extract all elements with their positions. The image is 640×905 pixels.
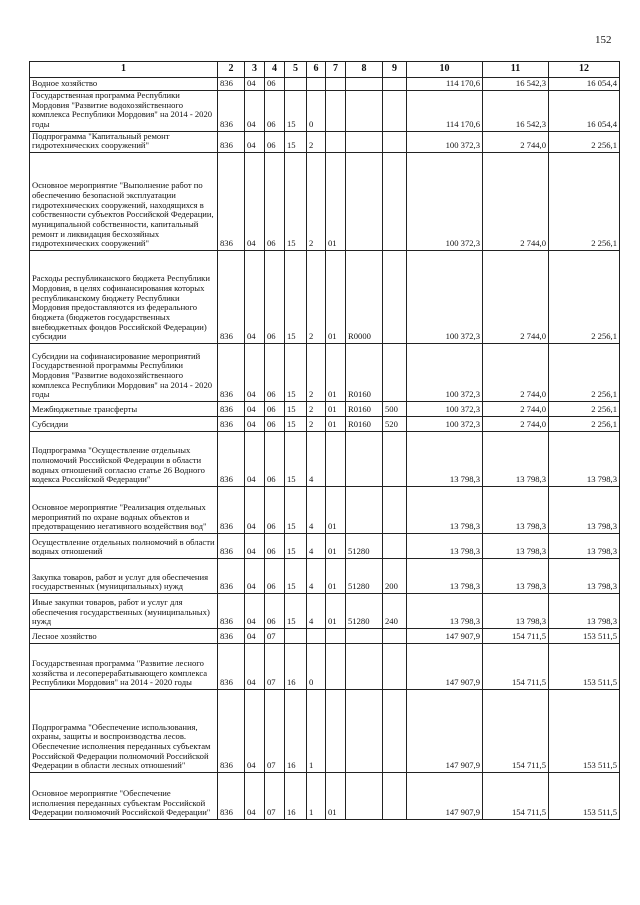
measure-cell: 01 (326, 533, 346, 558)
amount-cell: 13 798,3 (407, 533, 483, 558)
measure-cell (326, 91, 346, 132)
amount-cell: 2 744,0 (483, 416, 549, 431)
column-header: 9 (383, 62, 407, 78)
expense-type-cell (383, 343, 407, 401)
section-cell: 04 (245, 643, 265, 689)
table-row (30, 401, 620, 416)
program-cell (285, 628, 307, 643)
amount-cell: 2 256,1 (549, 401, 620, 416)
program-cell: 15 (285, 250, 307, 343)
ministry-code-cell: 836 (218, 772, 245, 819)
budget-table (29, 61, 620, 820)
table-row (30, 91, 620, 132)
row-name-cell: Основное мероприятие "Выполнение работ по обеспечению безопасной эксплуатации гидротехнических сооружений, находящихся в собственности субъектов Российской Федерации, муниципальной собственности, капитальный ремонт и ликвидация бесхозяйных гидротехнических сооружений" (30, 152, 218, 250)
amount-cell: 100 372,3 (407, 250, 483, 343)
amount-cell: 100 372,3 (407, 131, 483, 152)
ministry-code-cell: 836 (218, 486, 245, 533)
amount-cell: 153 511,5 (549, 643, 620, 689)
amount-cell: 153 511,5 (549, 772, 620, 819)
measure-cell (326, 689, 346, 772)
measure-cell: 01 (326, 152, 346, 250)
amount-cell: 2 256,1 (549, 250, 620, 343)
section-cell: 04 (245, 131, 265, 152)
amount-cell: 147 907,9 (407, 628, 483, 643)
table-row (30, 558, 620, 593)
amount-cell: 13 798,3 (407, 558, 483, 593)
section-cell: 04 (245, 416, 265, 431)
amount-cell: 147 907,9 (407, 689, 483, 772)
row-name-cell: Субсидии на софинансирование мероприятий Государственной программы Республики Мордовия "Развитие водохозяйственного комплекса Республики Мордовия" на 2014 - 2020 годы (30, 343, 218, 401)
ministry-code-cell: 836 (218, 628, 245, 643)
amount-cell: 13 798,3 (549, 593, 620, 628)
ministry-code-cell: 836 (218, 593, 245, 628)
ministry-code-cell: 836 (218, 401, 245, 416)
ministry-code-cell: 836 (218, 91, 245, 132)
direction-cell (346, 628, 383, 643)
subprogram-cell: 4 (307, 431, 326, 486)
amount-cell: 154 711,5 (483, 772, 549, 819)
measure-cell: 01 (326, 593, 346, 628)
measure-cell (326, 431, 346, 486)
measure-cell: 01 (326, 558, 346, 593)
ministry-code-cell: 836 (218, 152, 245, 250)
program-cell (285, 78, 307, 91)
subsection-cell: 06 (265, 78, 285, 91)
table-row (30, 416, 620, 431)
measure-cell: 01 (326, 250, 346, 343)
section-cell: 04 (245, 431, 265, 486)
ministry-code-cell: 836 (218, 643, 245, 689)
row-name-cell: Расходы республиканского бюджета Республики Мордовия, в целях софинансирования которых республиканскому бюджету Республики Мордовия предоставляются из федерального бюджета (бюджетов государственных внебюджетных фондов Российской Федерации) субсидии (30, 250, 218, 343)
amount-cell: 154 711,5 (483, 628, 549, 643)
amount-cell: 2 744,0 (483, 152, 549, 250)
ministry-code-cell: 836 (218, 131, 245, 152)
program-cell: 15 (285, 401, 307, 416)
program-cell: 16 (285, 772, 307, 819)
section-cell: 04 (245, 533, 265, 558)
section-cell: 04 (245, 152, 265, 250)
program-cell: 15 (285, 152, 307, 250)
subsection-cell: 06 (265, 343, 285, 401)
ministry-code-cell: 836 (218, 78, 245, 91)
subsection-cell: 06 (265, 416, 285, 431)
program-cell: 15 (285, 533, 307, 558)
expense-type-cell (383, 131, 407, 152)
direction-cell (346, 152, 383, 250)
section-cell: 04 (245, 486, 265, 533)
amount-cell: 100 372,3 (407, 343, 483, 401)
amount-cell: 154 711,5 (483, 643, 549, 689)
ministry-code-cell: 836 (218, 343, 245, 401)
expense-type-cell: 200 (383, 558, 407, 593)
program-cell: 15 (285, 416, 307, 431)
row-name-cell: Водное хозяйство (30, 78, 218, 91)
subprogram-cell: 2 (307, 416, 326, 431)
expense-type-cell (383, 91, 407, 132)
subsection-cell: 07 (265, 772, 285, 819)
column-header: 7 (326, 62, 346, 78)
subprogram-cell: 0 (307, 643, 326, 689)
measure-cell: 01 (326, 343, 346, 401)
column-header: 6 (307, 62, 326, 78)
subprogram-cell: 2 (307, 250, 326, 343)
program-cell: 15 (285, 558, 307, 593)
amount-cell: 2 256,1 (549, 152, 620, 250)
column-header: 3 (245, 62, 265, 78)
direction-cell: 51280 (346, 558, 383, 593)
direction-cell: R0160 (346, 416, 383, 431)
amount-cell: 147 907,9 (407, 772, 483, 819)
amount-cell: 2 744,0 (483, 131, 549, 152)
section-cell: 04 (245, 593, 265, 628)
subsection-cell: 06 (265, 533, 285, 558)
amount-cell: 2 256,1 (549, 343, 620, 401)
measure-cell: 01 (326, 486, 346, 533)
column-header: 12 (549, 62, 620, 78)
expense-type-cell: 240 (383, 593, 407, 628)
expense-type-cell (383, 772, 407, 819)
expense-type-cell (383, 78, 407, 91)
direction-cell (346, 131, 383, 152)
direction-cell (346, 689, 383, 772)
subprogram-cell: 2 (307, 131, 326, 152)
row-name-cell: Основное мероприятие "Обеспечение исполнения переданных субъектам Российской Федерации полномочий Российской Федерации" (30, 772, 218, 819)
expense-type-cell (383, 250, 407, 343)
ministry-code-cell: 836 (218, 689, 245, 772)
expense-type-cell (383, 486, 407, 533)
direction-cell (346, 91, 383, 132)
amount-cell: 13 798,3 (407, 431, 483, 486)
section-cell: 04 (245, 401, 265, 416)
program-cell: 15 (285, 431, 307, 486)
subprogram-cell: 1 (307, 689, 326, 772)
amount-cell: 114 170,6 (407, 78, 483, 91)
column-header: 11 (483, 62, 549, 78)
subsection-cell: 07 (265, 643, 285, 689)
table-header-row (30, 62, 620, 78)
amount-cell: 13 798,3 (483, 558, 549, 593)
subprogram-cell: 4 (307, 558, 326, 593)
section-cell: 04 (245, 250, 265, 343)
amount-cell: 16 054,4 (549, 91, 620, 132)
subsection-cell: 07 (265, 689, 285, 772)
amount-cell: 100 372,3 (407, 152, 483, 250)
table-row (30, 643, 620, 689)
row-name-cell: Осуществление отдельных полномочий в области водных отношений (30, 533, 218, 558)
ministry-code-cell: 836 (218, 533, 245, 558)
direction-cell: R0160 (346, 401, 383, 416)
section-cell: 04 (245, 772, 265, 819)
amount-cell: 16 542,3 (483, 91, 549, 132)
table-row (30, 772, 620, 819)
program-cell: 15 (285, 593, 307, 628)
amount-cell: 13 798,3 (407, 486, 483, 533)
subsection-cell: 06 (265, 401, 285, 416)
section-cell: 04 (245, 78, 265, 91)
subprogram-cell: 4 (307, 593, 326, 628)
amount-cell: 2 744,0 (483, 343, 549, 401)
section-cell: 04 (245, 628, 265, 643)
direction-cell: R0160 (346, 343, 383, 401)
direction-cell: 51280 (346, 593, 383, 628)
column-header: 4 (265, 62, 285, 78)
direction-cell (346, 486, 383, 533)
amount-cell: 16 542,3 (483, 78, 549, 91)
ministry-code-cell: 836 (218, 250, 245, 343)
amount-cell: 13 798,3 (549, 486, 620, 533)
amount-cell: 16 054,4 (549, 78, 620, 91)
expense-type-cell: 500 (383, 401, 407, 416)
program-cell: 16 (285, 689, 307, 772)
amount-cell: 2 744,0 (483, 401, 549, 416)
amount-cell: 100 372,3 (407, 401, 483, 416)
column-header: 5 (285, 62, 307, 78)
subsection-cell: 06 (265, 431, 285, 486)
subprogram-cell (307, 78, 326, 91)
subprogram-cell: 2 (307, 343, 326, 401)
ministry-code-cell: 836 (218, 431, 245, 486)
subprogram-cell: 0 (307, 91, 326, 132)
table-row (30, 131, 620, 152)
row-name-cell: Подпрограмма "Осуществление отдельных полномочий Российской Федерации в области водных отношений согласно статье 26 Водного кодекса Российской Федерации" (30, 431, 218, 486)
table-row (30, 431, 620, 486)
direction-cell (346, 431, 383, 486)
subsection-cell: 06 (265, 91, 285, 132)
subprogram-cell (307, 628, 326, 643)
table-row (30, 689, 620, 772)
amount-cell: 100 372,3 (407, 416, 483, 431)
direction-cell: R0000 (346, 250, 383, 343)
program-cell: 15 (285, 343, 307, 401)
table-row (30, 343, 620, 401)
program-cell: 15 (285, 91, 307, 132)
expense-type-cell (383, 643, 407, 689)
subprogram-cell: 1 (307, 772, 326, 819)
table-body (30, 78, 620, 820)
expense-type-cell (383, 533, 407, 558)
program-cell: 15 (285, 486, 307, 533)
row-name-cell: Подпрограмма "Обеспечение использования, охраны, защиты и воспроизводства лесов. Обеспечение исполнения переданных субъектам Российской Федерации полномочий Российской Федерации в области лесных отношений" (30, 689, 218, 772)
subsection-cell: 06 (265, 558, 285, 593)
measure-cell (326, 78, 346, 91)
section-cell: 04 (245, 343, 265, 401)
row-name-cell: Государственная программа "Развитие лесного хозяйства и лесоперерабатывающего комплекса Республики Мордовия" на 2014 - 2020 годы (30, 643, 218, 689)
table-row (30, 250, 620, 343)
page-number: 152 (595, 34, 612, 46)
program-cell: 16 (285, 643, 307, 689)
table-row (30, 593, 620, 628)
amount-cell: 13 798,3 (483, 593, 549, 628)
measure-cell (326, 643, 346, 689)
amount-cell: 114 170,6 (407, 91, 483, 132)
row-name-cell: Межбюджетные трансферты (30, 401, 218, 416)
table-row (30, 533, 620, 558)
expense-type-cell (383, 689, 407, 772)
column-header: 10 (407, 62, 483, 78)
amount-cell: 13 798,3 (483, 486, 549, 533)
table-row (30, 486, 620, 533)
subsection-cell: 06 (265, 131, 285, 152)
measure-cell (326, 131, 346, 152)
table-row (30, 78, 620, 91)
subprogram-cell: 2 (307, 401, 326, 416)
column-header: 8 (346, 62, 383, 78)
expense-type-cell (383, 628, 407, 643)
subsection-cell: 06 (265, 250, 285, 343)
subprogram-cell: 2 (307, 152, 326, 250)
expense-type-cell: 520 (383, 416, 407, 431)
amount-cell: 13 798,3 (483, 431, 549, 486)
subsection-cell: 06 (265, 486, 285, 533)
row-name-cell: Основное мероприятие "Реализация отдельных мероприятий по охране водных объектов и предотвращению негативного воздействия вод" (30, 486, 218, 533)
expense-type-cell (383, 431, 407, 486)
row-name-cell: Подпрограмма "Капитальный ремонт гидротехнических сооружений" (30, 131, 218, 152)
amount-cell: 2 256,1 (549, 131, 620, 152)
direction-cell (346, 643, 383, 689)
amount-cell: 2 744,0 (483, 250, 549, 343)
row-name-cell: Лесное хозяйство (30, 628, 218, 643)
table-row (30, 628, 620, 643)
subsection-cell: 06 (265, 152, 285, 250)
measure-cell (326, 628, 346, 643)
amount-cell: 13 798,3 (549, 431, 620, 486)
column-header: 2 (218, 62, 245, 78)
program-cell: 15 (285, 131, 307, 152)
amount-cell: 154 711,5 (483, 689, 549, 772)
measure-cell: 01 (326, 772, 346, 819)
direction-cell: 51280 (346, 533, 383, 558)
row-name-cell: Государственная программа Республики Мордовия "Развитие водохозяйственного комплекса Республики Мордовия" на 2014 - 2020 годы (30, 91, 218, 132)
direction-cell (346, 78, 383, 91)
row-name-cell: Закупка товаров, работ и услуг для обеспечения государственных (муниципальных) нужд (30, 558, 218, 593)
measure-cell: 01 (326, 416, 346, 431)
section-cell: 04 (245, 689, 265, 772)
amount-cell: 13 798,3 (549, 533, 620, 558)
amount-cell: 147 907,9 (407, 643, 483, 689)
subsection-cell: 06 (265, 593, 285, 628)
expense-type-cell (383, 152, 407, 250)
subprogram-cell: 4 (307, 486, 326, 533)
amount-cell: 13 798,3 (407, 593, 483, 628)
row-name-cell: Иные закупки товаров, работ и услуг для обеспечения государственных (муниципальных) нужд (30, 593, 218, 628)
ministry-code-cell: 836 (218, 558, 245, 593)
subprogram-cell: 4 (307, 533, 326, 558)
section-cell: 04 (245, 558, 265, 593)
amount-cell: 2 256,1 (549, 416, 620, 431)
table-row (30, 152, 620, 250)
amount-cell: 153 511,5 (549, 628, 620, 643)
amount-cell: 13 798,3 (483, 533, 549, 558)
amount-cell: 153 511,5 (549, 689, 620, 772)
ministry-code-cell: 836 (218, 416, 245, 431)
direction-cell (346, 772, 383, 819)
amount-cell: 13 798,3 (549, 558, 620, 593)
column-header: 1 (30, 62, 218, 78)
section-cell: 04 (245, 91, 265, 132)
row-name-cell: Субсидии (30, 416, 218, 431)
measure-cell: 01 (326, 401, 346, 416)
subsection-cell: 07 (265, 628, 285, 643)
